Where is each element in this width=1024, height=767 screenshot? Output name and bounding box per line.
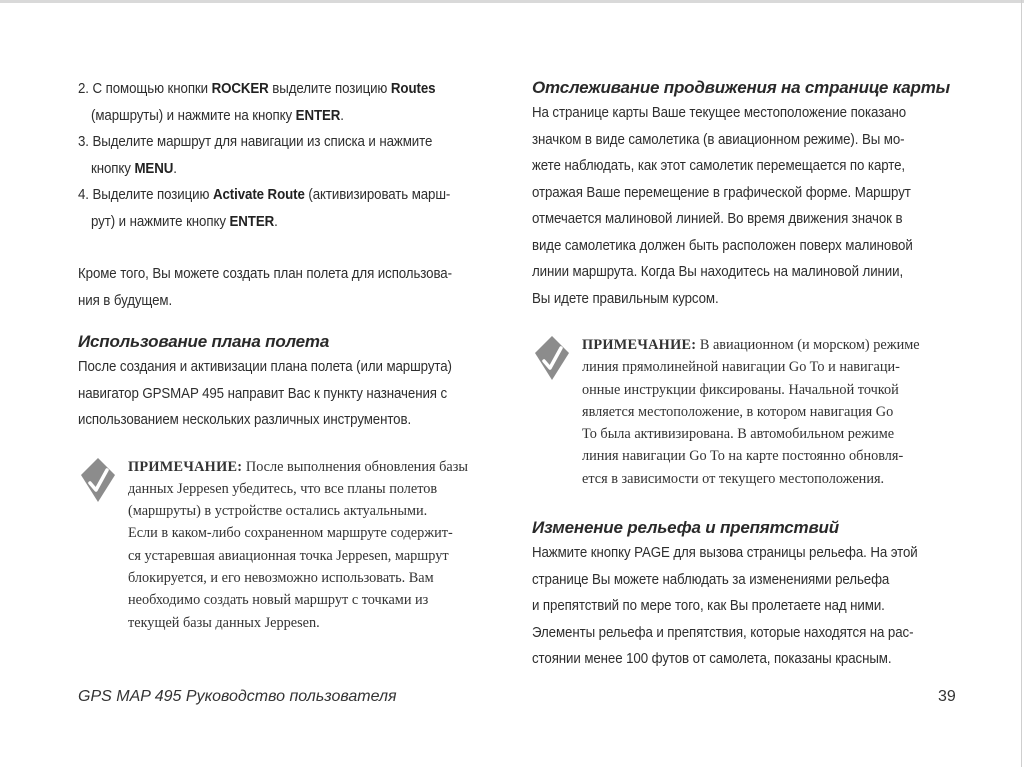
text-line: отмечается малиновой линией. Во время движения значок в	[532, 211, 903, 227]
left-column	[78, 76, 506, 634]
text-line: значком в виде самолетика (в авиационном режиме). Вы мо-	[532, 131, 905, 148]
right-column	[532, 76, 960, 673]
page-number: 39	[938, 688, 956, 705]
text-line: и препятствий по мере того, как Вы пролетаете над ними.	[532, 598, 885, 615]
text-line: жете наблюдать, как этот самолетик перемещается по карте,	[532, 158, 906, 174]
terrain-paragraph	[532, 540, 960, 673]
text-line: После выполнения обновления базы	[242, 457, 468, 475]
step-2-cont: (маршруты) и нажмите на кнопку ENTER.	[91, 107, 344, 124]
text-line: блокируется, и его невозможно использовать. Вам	[128, 568, 434, 586]
text-line: На странице карты Ваше текущее местоположение показано	[532, 105, 907, 121]
text-line: (маршруты) в устройстве остались актуальными.	[128, 502, 428, 520]
text-line: навигатор GPSMAP 495 направит Вас к пункту назначения с	[78, 385, 448, 402]
section-heading-terrain: Изменение рельефа и препятствий	[532, 518, 839, 538]
note-text	[582, 334, 937, 490]
extra-paragraph	[78, 261, 506, 314]
text-line: В авиационном (и морском) режиме	[696, 336, 920, 353]
flight-plan-paragraph	[78, 354, 506, 434]
text-line: Элементы рельефа и препятствия, которые находятся на рас-	[532, 624, 914, 641]
text-line: данных Jeppesen убедитесь, что все планы полетов	[128, 479, 438, 497]
text-line: После создания и активизации плана полета (или маршрута)	[78, 359, 452, 375]
note-label: ПРИМЕЧАНИЕ:	[128, 457, 243, 475]
text-line: ния в будущем.	[78, 292, 173, 309]
note-text	[128, 456, 483, 634]
text-line: текущей базы данных Jeppesen.	[128, 613, 320, 631]
text-line: отражая Ваше перемещение в графической форме. Маршрут	[532, 184, 911, 201]
map-tracking-paragraph	[532, 100, 960, 312]
note-jeppesen	[78, 456, 506, 634]
text-line: Кроме того, Вы можете создать план полета для использова-	[78, 266, 452, 282]
note-goto	[532, 334, 960, 490]
text-line: Вы идете правильным курсом.	[532, 290, 719, 307]
text-line: To была активизирована. В автомобильном режиме	[582, 425, 895, 443]
note-check-icon	[78, 456, 118, 504]
text-line: Если в каком-либо сохраненном маршруте содержит-	[128, 524, 453, 542]
text-line: виде самолетика должен быть расположен поверх малиновой	[532, 237, 913, 254]
text-line: ется в зависимости от текущего местоположения.	[582, 469, 885, 487]
text-line: ся устаревшая авиационная точка Jeppesen, маршрут	[128, 546, 449, 564]
footer-title: GPS MAP 495 Руководство пользователя	[78, 688, 397, 705]
step-3-cont: кнопку MENU.	[91, 160, 177, 177]
steps-list	[78, 76, 506, 235]
note-check-icon	[532, 334, 572, 382]
text-line: стоянии менее 100 футов от самолета, показаны красным.	[532, 651, 892, 668]
step-4: 4. Выделите позицию Activate Route (активизировать марш-	[78, 187, 451, 203]
text-line: использованием нескольких различных инструментов.	[78, 412, 412, 428]
right-border	[1021, 0, 1022, 767]
text-line: онные инструкции фиксированы. Начальной точкой	[582, 380, 899, 398]
section-heading-map-tracking: Отслеживание продвижения на странице карты	[532, 78, 950, 97]
text-line: линии маршрута. Когда Вы находитесь на малиновой линии,	[532, 264, 904, 280]
text-line: необходимо создать новый маршрут с точками из	[128, 591, 429, 609]
note-label: ПРИМЕЧАНИЕ:	[582, 336, 697, 353]
step-2: 2. С помощью кнопки ROCKER выделите позицию Routes	[78, 81, 436, 97]
top-border	[0, 0, 1024, 3]
text-line: Нажмите кнопку PAGE для вызова страницы рельефа. На этой	[532, 545, 918, 562]
section-heading-flight-plan: Использование плана полета	[78, 332, 330, 351]
text-line: является местоположение, в котором навигация Go	[582, 402, 894, 420]
step-3: 3. Выделите маршрут для навигации из списка и нажмите	[78, 134, 433, 150]
step-4-cont: рут) и нажмите кнопку ENTER.	[91, 213, 278, 230]
text-line: странице Вы можете наблюдать за изменениями рельефа	[532, 571, 890, 588]
text-line: линия прямолинейной навигации Go To и навигаци-	[582, 358, 900, 376]
text-line: линия навигации Go To на карте постоянно обновля-	[582, 447, 904, 465]
